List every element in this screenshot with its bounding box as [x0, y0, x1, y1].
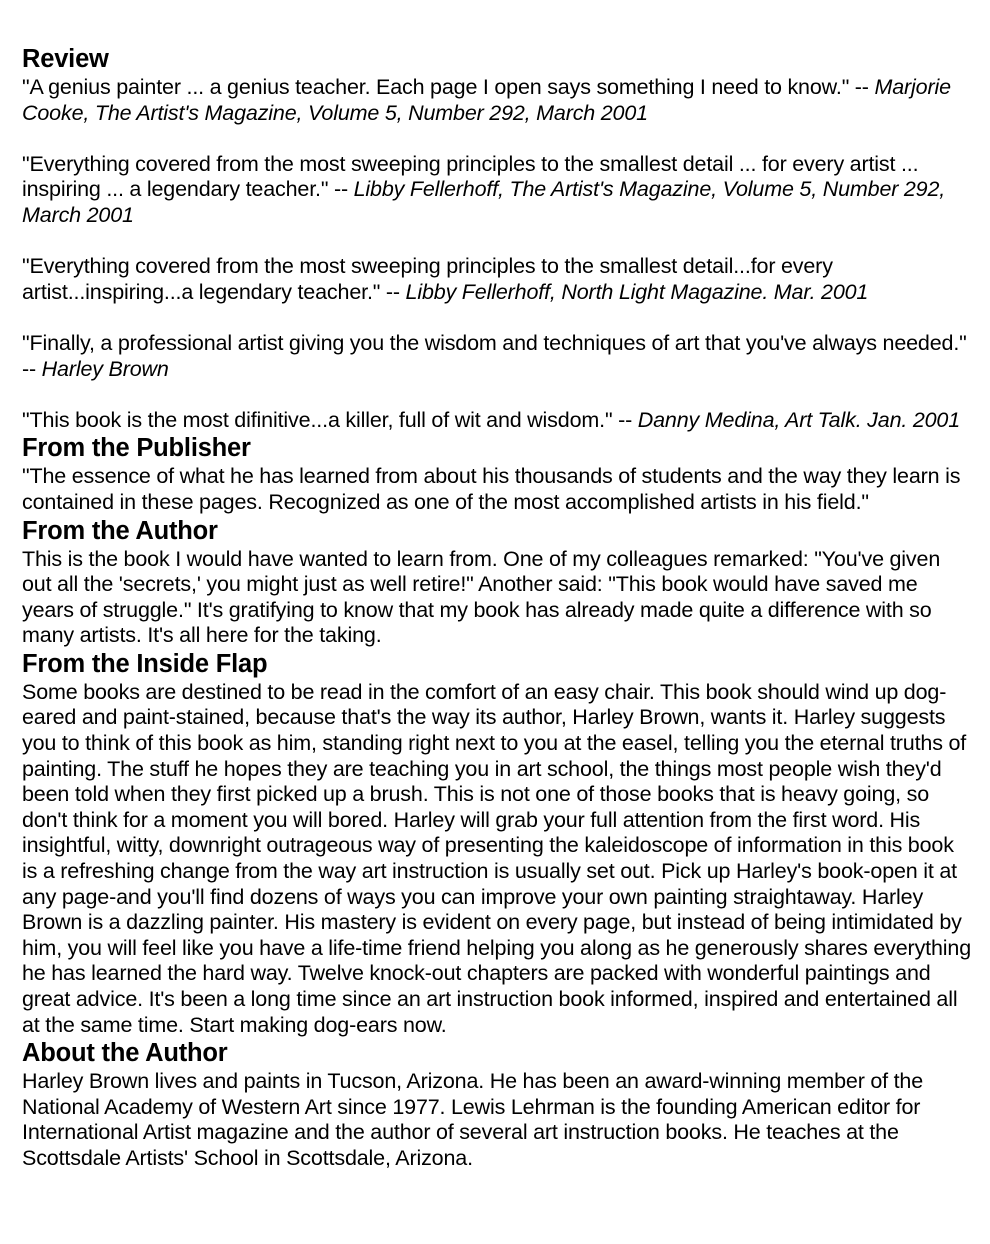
about-the-author-body: Harley Brown lives and paints in Tucson, Arizona. He has been an award-winning member of the National Academy of Western Art since 1977. Lewis Lehrman is the founding American editor for International Artist magazine and the author of several art instruction books. He teaches at the Scottsdale Artists' School in Scottsdale, Arizona.: [22, 1069, 924, 1170]
review-quote: [22, 152, 974, 229]
heading-about-the-author: About the Author: [22, 1039, 228, 1068]
review-quote: [22, 408, 974, 434]
review-attribution: Marjorie Cooke, The Artist's Magazine, Volume 5, Number 292, March 2001: [22, 75, 951, 125]
review-quote-text: "Everything covered from the most sweeping principles to the smallest detail ... for every artist ... inspiring ... a legendary teacher." --: [22, 151, 919, 202]
from-the-publisher-body: "The essence of what he has learned from about his thousands of students and the way they learn is contained in these pages. Recognized as one of the most accomplished artists in his field.": [22, 464, 961, 514]
review-attribution: Libby Fellerhoff, North Light Magazine. Mar. 2001: [405, 279, 869, 304]
review-quote-text: "Finally, a professional artist giving you the wisdom and techniques of art that you've always needed." --: [22, 330, 967, 381]
review-quote: [22, 254, 974, 305]
from-the-author-body: This is the book I would have wanted to learn from. One of my colleagues remarked: "You've given out all the 'secrets,' you might just as well retire!" Another said: "This book would have saved me years of struggle." It's gratifying to know that my book has already made quite a difference with so many artists. It's all here for the taking.: [22, 546, 941, 648]
review-quote-text: "This book is the most difinitive...a killer, full of wit and wisdom." --: [22, 407, 638, 432]
review-attribution: Danny Medina, Art Talk. Jan. 2001: [637, 407, 961, 432]
section-from-the-author: [22, 516, 974, 649]
heading-review: Review: [22, 45, 109, 73]
from-the-inside-flap-body: Some books are destined to be read in the comfort of an easy chair. This book should wind up dog-eared and paint-stained, because that's the way its author, Harley Brown, wants it. Harley suggests you to think of this book as him, standing right next to you at the easel, telling you the eternal truths of painting. The stuff he hopes they are teaching you in art school, the things most people wish they'd been told when they first picked up a brush. This is not one of those books that is heavy going, so don't think for a moment you will bored. Harley will grab your full attention from the first word. His insightful, witty, downright outrageous way of presenting the kaleidoscope of information in this book is a refreshing change from the way art instruction is usually set out. Pick up Harley's book-open it at any page-and you'll find dozens of ways you can improve your own painting straightaway. Harley Brown is a dazzling painter. His mastery is evident on every page, but instead of being intimidated by him, you will feel like you have a life-time friend helping you along as he generously shares everything he has learned the hard way. Twelve knock-out chapters are packed with wonderful paintings and great advice. It's been a long time since an art instruction book informed, inspired and entertained all at the same time. Start making dog-ears now.: [22, 679, 972, 1037]
review-attribution: Harley Brown: [41, 356, 169, 381]
heading-from-the-publisher: From the Publisher: [22, 434, 251, 463]
review-quote: [22, 331, 974, 382]
heading-from-the-author: From the Author: [22, 516, 218, 545]
section-review: [22, 44, 974, 433]
review-attribution: Libby Fellerhoff, The Artist's Magazine, Volume 5, Number 292, March 2001: [22, 177, 946, 227]
review-quote-text: "Everything covered from the most sweeping principles to the smallest detail...for every artist...inspiring...a legendary teacher." --: [22, 254, 833, 304]
section-about-the-author: [22, 1038, 974, 1171]
review-quote: [22, 75, 974, 126]
section-from-the-publisher: [22, 433, 974, 515]
heading-from-the-inside-flap: From the Inside Flap: [22, 649, 268, 678]
review-quote-text: "A genius painter ... a genius teacher. Each page I open says something I need to know." --: [22, 75, 875, 99]
section-from-the-inside-flap: [22, 649, 974, 1038]
